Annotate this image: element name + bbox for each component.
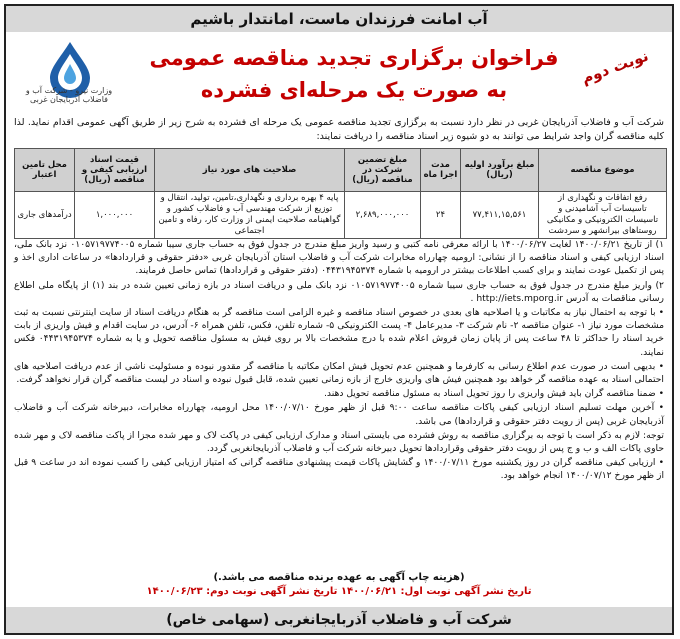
col-funding: محل تامین اعتبار	[15, 149, 75, 192]
col-qualifications: صلاحیت های مورد نیاز	[155, 149, 345, 192]
paragraph-8: • ارزیابی کیفی مناقصه گران در روز یکشنبه مورخ ۱۴۰۰/۰۷/۱۱ و گشایش پاکات قیمت پیشنهادی مناقصه گرانی که امتیاز ارزیابی کیفی را کسب نموده اند در ساعت ۹ قبل از ظهر مورخ ۱۴۰۰/۰۷/۱۲ انجام خواهد بود.	[14, 457, 665, 482]
top-banner: آب امانت فرزندان ماست، امانتدار باشیم	[6, 6, 672, 32]
paragraph-6: • آخرین مهلت تسلیم اسناد ارزیابی کیفی پاکات مناقصه ساعت ۹:۰۰ قبل از ظهر مورخ ۱۴۰۰/۰۷/۱۰ محل ارومیه، چهارراه مخابرات، دبیرخانه شرکت آب و فاضلاب آذربایجان غربی (پس از رویت دفتر حقوقی و قراردادها) می باشد.	[14, 402, 665, 427]
publish-dates: تاریخ نشر آگهی نوبت اول: ۱۴۰۰/۰۶/۲۱ تاریخ نشر آگهی نوبت دوم: ۱۴۰۰/۰۶/۲۳	[146, 586, 532, 597]
cell-subject: رفع اتفاقات و نگهداری از تاسیسات آب آشامیدنی و تاسیسات الکترونیکی و مکانیکی روستاهای بیرانشهر و سردشت	[539, 192, 667, 239]
cell-funding: درآمدهای جاری	[15, 192, 75, 239]
col-subject: موضوع مناقصه	[539, 149, 667, 192]
title-line-2: به صورت یک مرحله‌ای فشرده	[200, 78, 508, 102]
stamp-second-round: نوبت دوم	[579, 46, 651, 88]
paragraph-2: ۲) واریز مبلغ مندرج در جدول فوق به حساب جاری سیبا شماره ۰۱۰۵۷۱۹۷۷۴۰۰۵ نزد بانک ملی و دریافت اسناد در بازه زمانی تعیین شده در بند (۱) از پایگاه ملی اطلاع رسانی مناقصات به آدرس http://iets.mporg.ir .	[14, 279, 664, 304]
paragraph-7: توجه: لازم به ذکر است با توجه به برگزاری مناقصه به روش فشرده می بایستی اسناد و مدارک ارزیابی کیفی در پاکت لاک و مهر شده مجزا از پاکت مناقصه لاک و مهر شده حاوی پاکات الف و ب و ج پس از رویت دفتر حقوقی وقراردادها تحویل دبیرخانه شرکت آب و فاضلاب آذربایجانغربی گردد.	[13, 429, 664, 455]
cell-guarantee: ۲,۶۸۹,۰۰۰,۰۰۰	[345, 192, 421, 239]
paragraph-1: ۱) از تاریخ ۱۴۰۰/۰۶/۲۱ لغایت ۱۴۰۰/۰۶/۲۷ با ارائه معرفی نامه کتبی و رسید واریز مبلغ مندرج در جدول فوق به حساب جاری سیبا شماره ۰۱۰۵۷۱۹۷۷۴۰۰۵ نزد بانک ملی، اسناد ارزیابی کیفی و اسناد مناقصه را از نشانی: ارومیه چهارراه مخابرات شرکت آب و فاضلاب استان آذربایجان غربی «دفتر حقوقی و قراردادها» در ساعات اداری اخذ و پس از تکمیل عودت نمایند و برای کسب اطلاعات بیشتر در ارومیه با شماره ۰۴۴۳۱۹۴۵۳۷۴ (دفتر حقوقی و قراردادها) تماس حاصل فرمایند.	[14, 239, 665, 277]
col-estimate: مبلغ برآورد اولیه (ریال)	[461, 149, 539, 192]
paragraph-3: • با توجه به احتمال نیاز به مکاتبات و یا اصلاحیه های بعدی در خصوص اسناد مناقصه و غیره الزامی است مناقصه گر به هنگام دریافت اسناد از سایت اینترنتی نسبت به ثبت مشخصات مورد نیاز ۱- عنوان مناقصه ۲- نام شرکت ۳- مدیرعامل ۴- پست الکترونیکی ۵- شماره تلفن، فکس، تلفن همراه ۶- آدرس، در سایت اقدام و فیش واریزی از بابت خرید اسناد را حداکثر تا ۴۸ ساعت پس از پایان زمان فروش اعلام شده با درج مشخصات بالا بر روی فیش به مسئول مناقصه تحویل و یا به شماره ۰۴۴۳۱۹۴۵۳۷۴ فکس نمایند.	[14, 307, 664, 358]
print-cost-note: (هزینه چاپ آگهی به عهده برنده مناقصه می باشد.)	[213, 572, 465, 583]
title-line-1: فراخوان برگزاری تجدید مناقصه عمومی	[149, 46, 559, 70]
intro-paragraph: شرکت آب و فاضلاب آذربایجان غربی در نظر دارد نسبت به برگزاری تجدید مناقصه عمومی یک مرحله ای فشرده به شرح زیر از طریق آگهی عمومی اقدام نماید. لذا کلیه مناقصه گران واجد شرایط می توانند به دو شیوه زیر اسناد مناقصه را دریافت نمایند:	[14, 117, 664, 142]
table-row	[15, 192, 667, 239]
body-text	[14, 238, 664, 484]
logo-caption: وزارت نیرو - شرکت آب و فاضلاب آذربایجان غربی	[25, 86, 113, 104]
table-header-row	[15, 149, 667, 192]
cell-estimate: ۷۷,۴۱۱,۱۵,۵۶۱	[461, 192, 539, 239]
tender-table	[14, 148, 667, 239]
paragraph-5: • ضمنا مناقصه گران باید فیش واریزی را روز تحویل اسناد به مسئول مناقصه تحویل دهند.	[323, 388, 664, 400]
cell-duration: ۲۴	[421, 192, 461, 239]
col-guarantee: مبلغ تضمین شرکت در مناقصه (ریال)	[345, 149, 421, 192]
paragraph-4: • بدیهی است در صورت عدم اطلاع رسانی به کارفرما و همچنین عدم تحویل فیش امکان مکاتبه با مناقصه گر مقدور نبوده و مسئولیت ناشی از عدم دریافت اصلاحیه های احتمالی اسناد به عهده مناقصه گر خواهد بود همچنین فیش های واریزی خارج از بازه زمانی تعیین شده، قابل قبول نبوده و اسناد در لیست مناقصه گران قرار نخواهد گرفت.	[14, 360, 664, 386]
cell-doc-price: ۱,۰۰۰,۰۰۰	[75, 192, 155, 239]
cell-qualifications: پایه ۴ بهره برداری و نگهداری،تامین، تولید، انتقال و توزیع از شرکت مهندسی آب و فاضلاب کشور و گواهینامه صلاحیت ایمنی از وزارت کار، رفاه و تامین اجتماعی	[155, 192, 345, 239]
tender-notice	[4, 4, 674, 635]
footer-company: شرکت آب و فاضلاب آذربایجانغربی (سهامی خاص)	[6, 607, 672, 633]
col-duration: مدت اجرا ماه	[421, 149, 461, 192]
col-doc-price: قیمت اسناد ارزیابی کیفی و مناقصه (ریال)	[75, 149, 155, 192]
